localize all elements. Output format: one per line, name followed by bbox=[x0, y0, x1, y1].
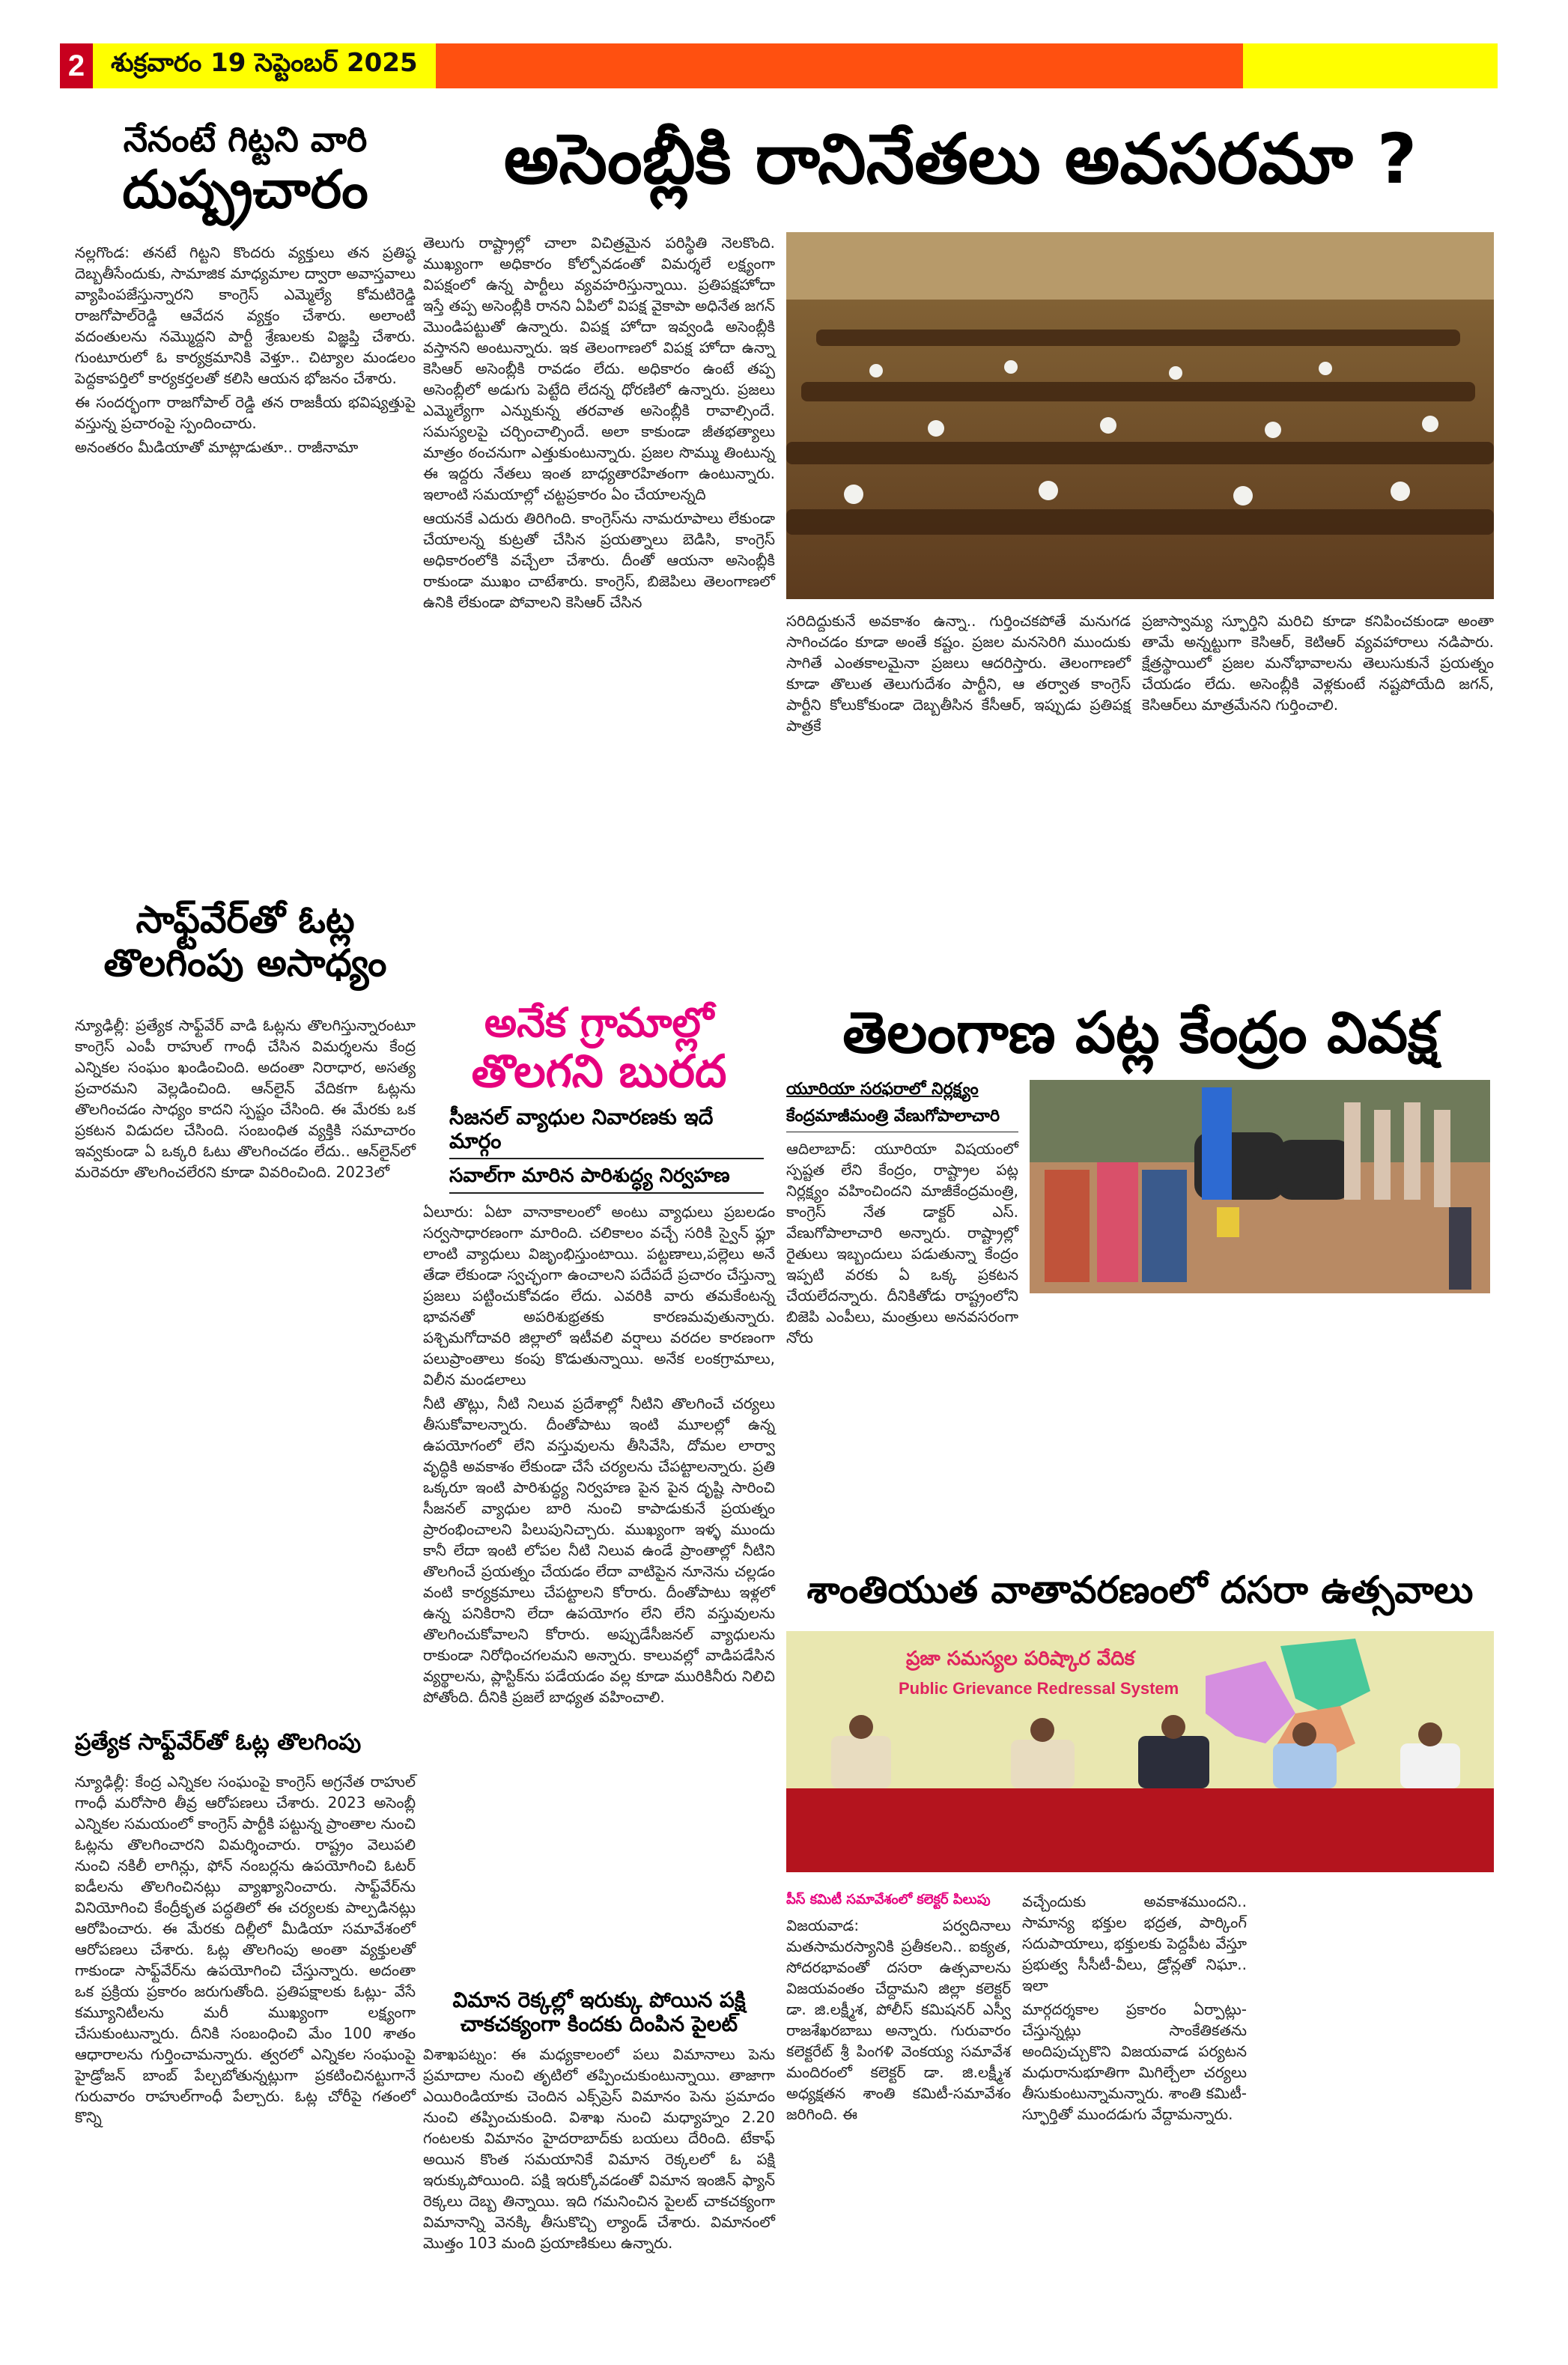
software-headline-line2: తొలగింపు అసాధ్యం bbox=[103, 941, 387, 985]
dasara-article bbox=[786, 1569, 1494, 2128]
masthead bbox=[60, 43, 1498, 88]
assembly-body-col2 bbox=[786, 610, 1131, 739]
bird-headline-line1: విమాన రెక్కల్లో ఇరుక్కు పోయిన పక్షి bbox=[452, 1988, 746, 2012]
mud-headline-line2: తొలగని బురద bbox=[471, 1045, 727, 1099]
photo-banner-telugu: ప్రజా సమస్యల పరిష్కార వేదిక bbox=[906, 1647, 1135, 1670]
masthead-date: శుక్రవారం 19 సెప్టెంబర్ 2025 bbox=[111, 48, 418, 78]
assembly-text-row bbox=[786, 610, 1494, 739]
paragraph: మార్గదర్శకాల ప్రకారం ఏర్పాట్లు- చేస్తున్నట్లు సాంకేతికతను అందిపుచ్చుకొని విజయవాడ పర్యటన మధురానుభూతిగా మిగిల్చేలా చర్యలు తీసుకుంటున్నామన్నారు. శాంతి కమిటీ- స్ఫూర్తితో ముందడుగు వేద్దామన్నారు. bbox=[1022, 2000, 1247, 2123]
mud-subhead1: సీజనల్ వ్యాధుల నివారణకు ఇదే మార్గం bbox=[449, 1105, 714, 1154]
software-article bbox=[75, 891, 416, 1730]
paragraph: ప్రజాస్వామ్య స్ఫూర్తిని మరిచి కూడా కనిపించకుండా అంతా తామే అన్నట్టుగా కెసిఆర్, కెటిఆర్ వ్యవహారాలు నడిపారు. క్షేత్రస్థాయిలో ప్రజల మనోభావాలను తెలుసుకునే ప్రయత్నం చేయడం లేదు. అసెంబ్లీకి వెళ్లకుంటే నష్టపోయేది జగన్, కెసిఆర్‌లు మాత్రమేనని గుర్తించాలి. bbox=[1142, 612, 1494, 714]
paragraph: ఏలూరు: ఏటా వానాకాలంలో అంటు వ్యాధులు ప్రబలడం సర్వసాధారణంగా మారింది. చలికాలం వచ్చే సరికి స్వైన్ ఫ్లూ లాంటి వ్యాధులు విజృంభిస్తుంటాయి. పట్టణాలు,పల్లెలు అనే తేడా లేకుండా స్వచ్ఛంగా ఉంచాలని పదేపదే ప్రచారం చేస్తున్నా ప్రజలు పట్టించుకోవడం లేదు. ఎవరికి వారు తమకేంటన్న భావనతో అపరిశుభ్రతకు కారణమవుతున్నారు. పశ్చిమగోదావరి జిల్లాలో ఇటీవలి వర్షాలు వరదల కారణంగా పలుప్రాంతాలు కంపు కొడుతున్నాయి. అనేక లంకగ్రామాలు, విలీన మండలాలు bbox=[423, 1203, 775, 1389]
rumors-headline: దుష్ప్రచారం bbox=[122, 158, 368, 220]
masthead-yellow-band bbox=[93, 43, 436, 88]
paragraph: వచ్చేందుకు అవకాశముందని.. సామాన్య భక్తుల భద్రత, పార్కింగ్ సదుపాయాలు, భక్తులకు పెద్దపీట వేస్తూ ప్రభుత్వ సీసీటీ-వీలు, డ్రోన్లతో నిఘా.. ఇలా bbox=[1022, 1892, 1247, 1994]
mud-subheads bbox=[423, 1105, 775, 1194]
bird-headline-line2: చాకచక్యంగా కిందకు దింపిన పైలట్ bbox=[460, 2012, 738, 2037]
telangana-subhead2: కేంద్రమాజీమంత్రి వేణుగోపాలాచారి bbox=[786, 1106, 1000, 1126]
dasara-text-row bbox=[786, 1891, 1494, 2128]
masthead-yellow-band-right bbox=[1243, 43, 1498, 88]
software-removal-article bbox=[75, 1730, 416, 2128]
assembly-body-col3 bbox=[1142, 610, 1494, 718]
assembly-article-right bbox=[786, 232, 1494, 1000]
software-removal-headline: ప్రత్యేక సాఫ్ట్‌వేర్‌తో ఓట్ల తొలగింపు bbox=[75, 1729, 362, 1755]
paragraph: విశాఖపట్నం: ఈ మధ్యకాలంలో పలు విమానాలు పెను ప్రమాదాల నుంచి తృటిలో తప్పించుకుంటున్నాయి. తాజాగా ఎయిరిండియాకు చెందిన ఎక్స్‌ప్రెస్ విమానం పెను ప్రమాదం నుంచి తప్పించుకుంది. విశాఖ నుంచి మధ్యాహ్నం 2.20 గంటలకు విమానం హైదరాబాద్‌కు బయలు దేరింది. టేకాఫ్ అయిన కొంత సమయానికే విమాన రెక్కలలో ఓ పక్షి ఇరుక్కుపోయింది. పక్షి ఇరుక్కోవడంతో విమాన ఇంజిన్ ఫ్యాన్ రెక్కలు దెబ్బ తిన్నాయి. ఇది గమనించిన పైలట్ చాకచక్యంగా విమానాన్ని వెనక్కి తీసుకొచ్చి ల్యాండ్ చేశారు. విమానంలో మొత్తం 103 మంది ప్రయాణికులు ఉన్నారు. bbox=[423, 2045, 775, 2253]
page-number: 2 bbox=[60, 43, 93, 88]
paragraph: సరిదిద్దుకునే అవకాశం ఉన్నా.. గుర్తించకపోతే మనుగడ సాగించడం కూడా అంతే కష్టం. ప్రజల మనసెరిగి ముందుకు సాగితే ఎంతకాలమైనా ప్రజలు ఆదరిస్తారు. తెలంగాణలో కూడా తొలుత తెలుగుదేశం పార్టీని, ఆ తర్వాత కాంగ్రెస్ పార్టీని కోలుకోకుండా దెబ్బతీసిన కేసీఆర్, ఇప్పుడు ప్రతిపక్ష పాత్రకే bbox=[786, 612, 1131, 735]
dasara-caption: పీస్ కమిటీ సమావేశంలో కలెక్టర్ పిలుపు bbox=[786, 1891, 991, 1907]
assembly-hall-photo bbox=[786, 232, 1494, 599]
right-column bbox=[786, 232, 1494, 2128]
mud-headline-line1: అనేక గ్రామాల్లో bbox=[484, 999, 714, 1046]
content-row bbox=[423, 232, 1498, 2256]
divider bbox=[449, 1192, 764, 1194]
dasara-body-col2 bbox=[1022, 1891, 1247, 2128]
dasara-body-col1 bbox=[786, 1915, 1011, 2125]
software-body bbox=[75, 1015, 416, 1182]
telangana-body bbox=[786, 1138, 1018, 1348]
paragraph: ఈ సందర్భంగా రాజగోపాల్ రెడ్డి తన రాజకీయ భవిష్యత్తుపై వస్తున్న ప్రచారంపై స్పందించారు. bbox=[75, 393, 416, 433]
paragraph: న్యూఢిల్లీ: కేంద్ర ఎన్నికల సంఘంపై కాంగ్రెస్ అగ్రనేత రాహుల్ గాంధీ మరోసారి తీవ్ర ఆరోపణలు చేశారు. 2023 అసెంబ్లీ ఎన్నికల సమయంలో కాంగ్రెస్ పార్టీకి పట్టున్న ప్రాంతాల నుంచి ఓట్లను తొలగించారని విమర్శించారు. రాష్ట్రం వెలుపలి నుంచి నకిలీ లాగిన్లు, ఫోన్ నంబర్లను ఉపయోగించి ఓటర్ ఐడీలను తొలగించినట్లు వ్యాఖ్యానించారు. సాఫ్ట్‌వేర్‌ను వినియోగించి కేంద్రీకృత పద్ధతిలో ఈ చర్యలకు పాల్పడినట్లు ఆరోపించారు. ఈ మేరకు దిల్లీలో మీడియా సమావేశంలో ఆరోపణలు చేశారు. ఓట్ల తొలగింపు అంతా వ్యక్తులతో గాకుండా సాఫ్ట్‌వేర్‌ను ఉపయోగించి చేస్తున్నారు. అదంతా ఒక ప్రక్రియ ప్రకారం జరుగుతోంది. ప్రతిపక్షాలకు ఓట్లు- వేసే కమ్యూనిటీలను మరీ ముఖ్యంగా లక్ష్యంగా చేసుకుంటున్నారు. దీనికి సంబంధించి మేం 100 శాతం ఆధారాలను గుర్తించామన్నారు. త్వరలో ఎన్నికల సంఘంపై హైడ్రోజన్ బాంబ్ పేల్చబోతున్నట్లుగా ప్రకటించినట్టుగానే గురువారం రాహుల్‌గాంధీ పేల్చారు. ఓట్ల చోరీపై గతంలో కొన్ని bbox=[75, 1772, 416, 2126]
dasara-headline: శాంతియుత వాతావరణంలో దసరా ఉత్సవాలు bbox=[806, 1568, 1474, 1612]
paragraph: ఆదిలాబాద్: యూరియా విషయంలో స్పష్టత లేని కేంద్రం, రాష్ట్రాల పట్ల నిర్లక్ష్యం వహించిందని మాజీకేంద్రమంత్రి, కాంగ్రెస్ నేత డాక్టర్ ఎస్. వేణుగోపాలాచారి అన్నారు. రాష్ట్రాల్లో రైతులు ఇబ్బందులు పడుతున్నా కేంద్రం ఇప్పటి వరకు ఏ ఒక్క ప్రకటన చేయలేదన్నారు. దీనికితోడు రాష్ట్రంలోని బిజెపి ఎంపీలు, మంత్రులు అనవసరంగా నోరు bbox=[786, 1139, 1018, 1347]
paragraph: న్యూఢిల్లీ: ప్రత్యేక సాఫ్ట్‌వేర్ వాడి ఓట్లను తొలగిస్తున్నారంటూ కాంగ్రెస్ ఎంపీ రాహుల్ గాంధీ చేసిన విమర్శలను కేంద్ర ఎన్నికల సంఘం ఖండించింది. అదంతా నిరాధార, అసత్య ప్రచారమని వెల్లడించింది. ఆన్‌లైన్ వేదికగా ఓట్లను తొలగించడం సాధ్యం కాదని స్పష్టం చేసింది. ఈ మేరకు ఒక ప్రకటన విడుదల చేసింది. సంబంధిత వ్యక్తికి సమాచారం ఇవ్వకుండా ఏ ఒక్కరి ఓటు తొలగించడం లేదు.. ఆన్‌లైన్‌లో మరెవరూ తొలగించలేరని కూడా వివరించింది. 2023లో bbox=[75, 1016, 416, 1181]
telangana-headline: తెలంగాణ పట్ల కేంద్రం వివక్ష bbox=[842, 999, 1438, 1066]
bird-article bbox=[423, 1981, 775, 2253]
paragraph: అనంతరం మీడియాతో మాట్లాడుతూ.. రాజీనామా bbox=[75, 438, 359, 457]
mud-subhead2: సవాల్‌గా మారిన పారిశుద్ధ్య నిర్వహణ bbox=[449, 1165, 730, 1188]
peace-committee-photo bbox=[786, 1631, 1494, 1872]
assembly-article bbox=[423, 232, 775, 1000]
paragraph: నల్లగొండ: తనటే గిట్టని కొందరు వ్యక్తులు తన ప్రతిష్ఠ దెబ్బతీసేందుకు, సామాజిక మాధ్యమాల ద్వారా అవాస్తవాలు వ్యాపింపజేస్తున్నారని కాంగ్రెస్ ఎమ్మెల్యే కోమటిరెడ్డి రాజగోపాల్‌రెడ్డి ఆవేదన వ్యక్తం చేశారు. అలాంటి వదంతులను నమ్మొద్దని పార్టీ శ్రేణులకు విజ్ఞప్తి చేశారు. గుంటూరులో ఓ కార్యక్రమానికి వెళ్తూ.. చిట్యాల మండలం పెద్దకాపర్తిలో కార్యకర్తలతో కలిసి ఆయన భోజనం చేశారు. bbox=[75, 243, 416, 388]
paragraph: నీటి తొట్లు, నీటి నిలువ ప్రదేశాల్లో నీటిని తొలగించే చర్యలు తీసుకోవాలన్నారు. దీంతోపాటు ఇంటి మూలల్లో ఉన్న ఉపయోగంలో లేని వస్తువులను తీసివేసి, దోమల లార్వా వృద్ధికి అవకాశం లేకుండా చేసే చర్యలను చేపట్టాలన్నారు. ప్రతి ఒక్కరూ ఇంటి పారిశుద్ధ్య నిర్వహణ పైన పైన దృష్టి సారించి సీజనల్ వ్యాధుల బారి నుంచి కాపాడుకునే ప్రయత్నం ప్రారంభించాలని పిలుపునిచ్చారు. ముఖ్యంగా ఇళ్ళ ముందు కానీ లేదా ఇంటి లోపల నీటి నిలువ ఉండే ప్రాంతాల్లో నీటిని తొలగించే ప్రయత్నం చేయడం లేదా వాటిపైన నూనెను చల్లడం వంటి కార్యక్రమాలు చేపట్టాలని కోరారు. దీంతోపాటు ఇళ్లలో ఉన్న పనికిరాని లేదా ఉపయోగం లేని లేని వస్తువులను తొలగించుకోవాలని కోరారు. అప్పుడేసీజనల్ వ్యాధులను రాకుండా నిరోధించగలమని అన్నారు. కాలువల్లో వాడిపడేసిన వ్యర్థాలను, ప్లాస్టిక్‌ను పడేయడం వల్ల కూడా మురికినీరు నిలిచి పోతోంది. దీనికి ప్రజలే బాధ్యత వహించాలి. bbox=[423, 1394, 775, 1707]
assembly-headline: అసెంబ్లీకి రానినేతలు అవసరమా ? bbox=[503, 119, 1417, 199]
telangana-subhead1: యూరియా సరఫరాలో నిర్లక్ష్యం bbox=[786, 1080, 979, 1099]
telangana-row bbox=[786, 1080, 1494, 1351]
left-column bbox=[75, 120, 416, 2131]
meeting-scene bbox=[786, 1631, 1494, 1872]
rumors-kicker: నేనంటే గిట్టని వారి bbox=[123, 119, 368, 160]
paragraph: ఆయనకే ఎదురు తిరిగింది. కాంగ్రెస్‌ను నామరూపాలు లేకుండా చేయాలన్న కుట్రతో చేసిన ప్రయత్నాలు బెడిసి, కాంగ్రెస్ అధికారంలోకి వచ్చేలా చేశారు. దీంతో ఆయనా అసెంబ్లీకి రాకుండా ముఖం చాటేశారు. కాంగ్రెస్, బిజెపిలు తెలంగాణలో ఉనికి లేకుండా పోవాలని కెసిఆర్ చేసిన bbox=[423, 509, 775, 611]
rumors-body bbox=[75, 242, 416, 458]
photo-banner-english: Public Grievance Redressal System bbox=[899, 1678, 1179, 1698]
software-removal-body bbox=[75, 1771, 416, 2128]
mud-body bbox=[423, 1201, 775, 1707]
bird-body bbox=[423, 2044, 775, 2253]
mud-article bbox=[423, 1000, 775, 1981]
dasara-col1 bbox=[786, 1891, 1011, 2128]
right-area bbox=[423, 120, 1498, 2256]
assembly-body bbox=[423, 232, 775, 613]
masthead-orange-band bbox=[436, 43, 1243, 88]
paragraph: తెలుగు రాష్ట్రాల్లో చాలా విచిత్రమైన పరిస్థితి నెలకొంది. ముఖ్యంగా అధికారం కోల్పోవడంతో విమర్శలే లక్ష్యంగా విపక్షంలో ఉన్న పార్టీలు వ్యవహరిస్తున్నాయి. ప్రతిపక్షహోదా ఇస్తే తప్ప అసెంబ్లీకి రానని ఏపిలో విపక్ష వైకాపా అధినేత జగన్ మొండిపట్టుతో ఉన్నారు. విపక్ష హోదా ఇవ్వండి అసెంబ్లీకి వస్తానని అంటున్నారు. ఇక తెలంగాణలో విపక్ష హోదా ఉన్నా కెసిఆర్ అసెంబ్లీకి రావడం లేదు. అధికారం ఉంటే తప్ప అసెంబ్లీలో అడుగు పెట్టేది లేదన్న ధోరణిలో ఉన్నారు. ప్రజలు ఎమ్మెల్యేగా ఎన్నుకున్న తరవాత అసెంబ్లీకి రావాల్సిందే. సమస్యలపై చర్చించాల్సిందే. అలా కాకుండా జీతభత్యాలు మాత్రం ఠంచనుగా ఎత్తుకుంటున్నారు. ప్రజల సొమ్ము తింటున్న ఈ ఇద్దరు నేతలు ఇంత బాధ్యతారహితంగా ఉంటున్నారు. ఇలాంటి సమయాల్లో చట్టప్రకారం ఏం చేయాలన్నది bbox=[423, 234, 775, 503]
rumors-article bbox=[75, 120, 416, 891]
telangana-text bbox=[786, 1080, 1018, 1351]
farmers-queue-photo bbox=[1030, 1080, 1490, 1293]
paragraph: విజయవాడ: పర్వదినాలు మతసామరస్యానికి ప్రతీకలని.. ఐక్యత, సోదరభావంతో దసరా ఉత్సవాలను విజయవంతం చేద్దామని జిల్లా కలెక్టర్ డా. జి.లక్ష్మీశ, పోలీస్ కమిషనర్ ఎస్వీ రాజశేఖరబాబు అన్నారు. గురువారం కలెక్టరేట్ శ్రీ పింగళి వెంకయ్య సమావేశ మందిరంలో కలెక్టర్ డా. జి.లక్ష్మీశ అధ్యక్షతన శాంతి కమిటీ-సమావేశం జరిగింది. ఈ bbox=[786, 1916, 1011, 2123]
middle-column bbox=[423, 232, 775, 2256]
software-headline-line1: సాఫ్ట్‌వేర్‌తో ఓట్ల bbox=[136, 898, 355, 941]
telangana-article bbox=[786, 1000, 1494, 1569]
